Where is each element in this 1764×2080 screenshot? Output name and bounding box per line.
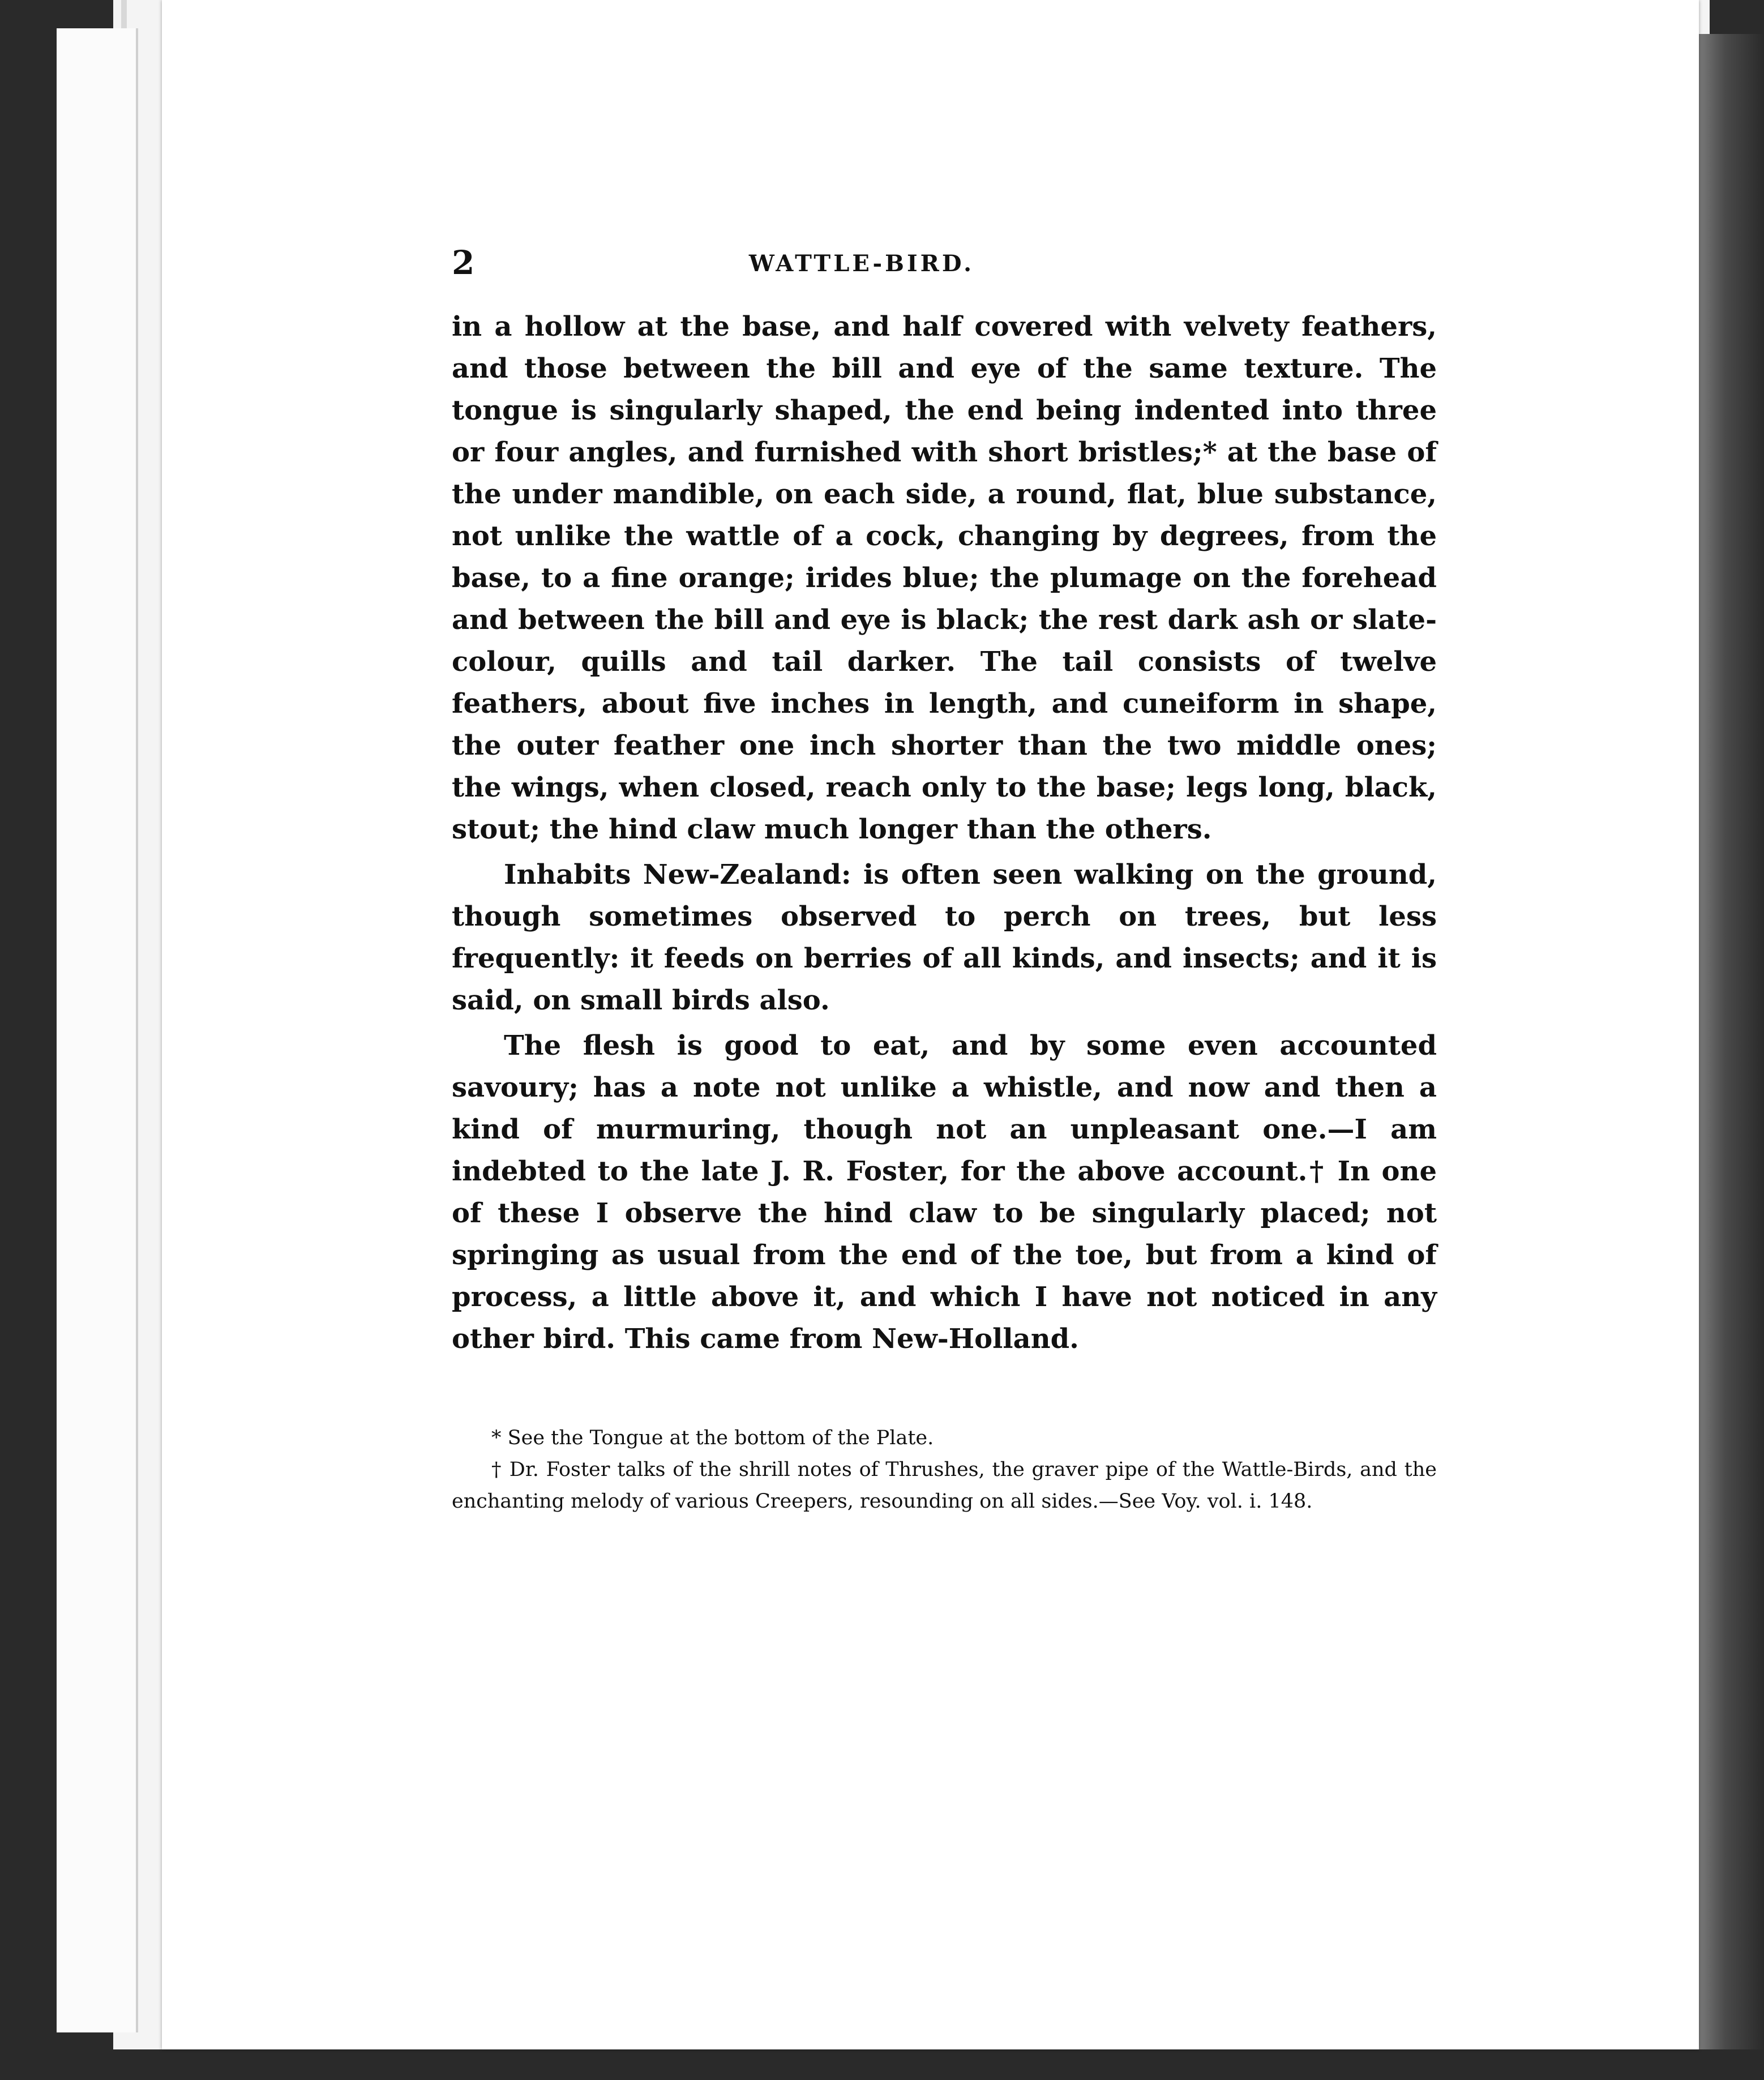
footnote: † Dr. Foster talks of the shrill notes of Thrushes, the graver pipe of the Wattle-Birds, and the enchanting melody of various Creepers, resounding on all sides.—See Voy. vol. i. 148. <box>452 1458 1437 1513</box>
footnotes <box>452 1422 1437 1517</box>
body-text <box>452 306 1437 1517</box>
paragraph: in a hollow at the base, and half covered with velvety feathers, and those between the bill and eye of the same texture. The tongue is singularly shaped, the end being indented into three or four angles, and furnished with short bristles;* at the base of the under mandible, on each side, a round, flat, blue substance, not unlike the wattle of a cock, changing by degrees, from the base, to a fine orange; irides blue; the plumage on the forehead and between the bill and eye is black; the rest dark ash or slate-colour, quills and tail darker. The tail consists of twelve feathers, about five inches in length, and cuneiform in shape, the outer feather one inch shorter than the two middle ones; the wings, when closed, reach only to the base; legs long, black, stout; the hind claw much longer than the others. <box>452 311 1437 845</box>
paragraph: The flesh is good to eat, and by some even accounted savoury; has a note not unlike a whistle, and now and then a kind of murmuring, though not an unpleasant one.—I am indebted to the late J. R. Foster, for the above account.† In one of these I observe the hind claw to be singularly placed; not springing as usual from the end of the toe, but from a kind of process, a little above it, and which I have not noticed in any other bird. This came from New-Holland. <box>452 1030 1437 1355</box>
left-margin-sheet <box>57 28 138 2032</box>
footnote: * See the Tongue at the bottom of the Plate. <box>491 1427 934 1449</box>
binding-shadow <box>1699 34 1764 2072</box>
running-head <box>279 243 1445 306</box>
scan-border <box>0 2049 1764 2080</box>
page-number: 2 <box>452 243 475 282</box>
running-head-title: WATTLE-BIRD. <box>748 250 975 277</box>
page-text <box>279 243 1445 1517</box>
paragraph: Inhabits New-Zealand: is often seen walking on the ground, though sometimes observed to perch on trees, but less frequently: it feeds on berries of all kinds, and insects; and it is said, on small birds also. <box>452 859 1437 1016</box>
